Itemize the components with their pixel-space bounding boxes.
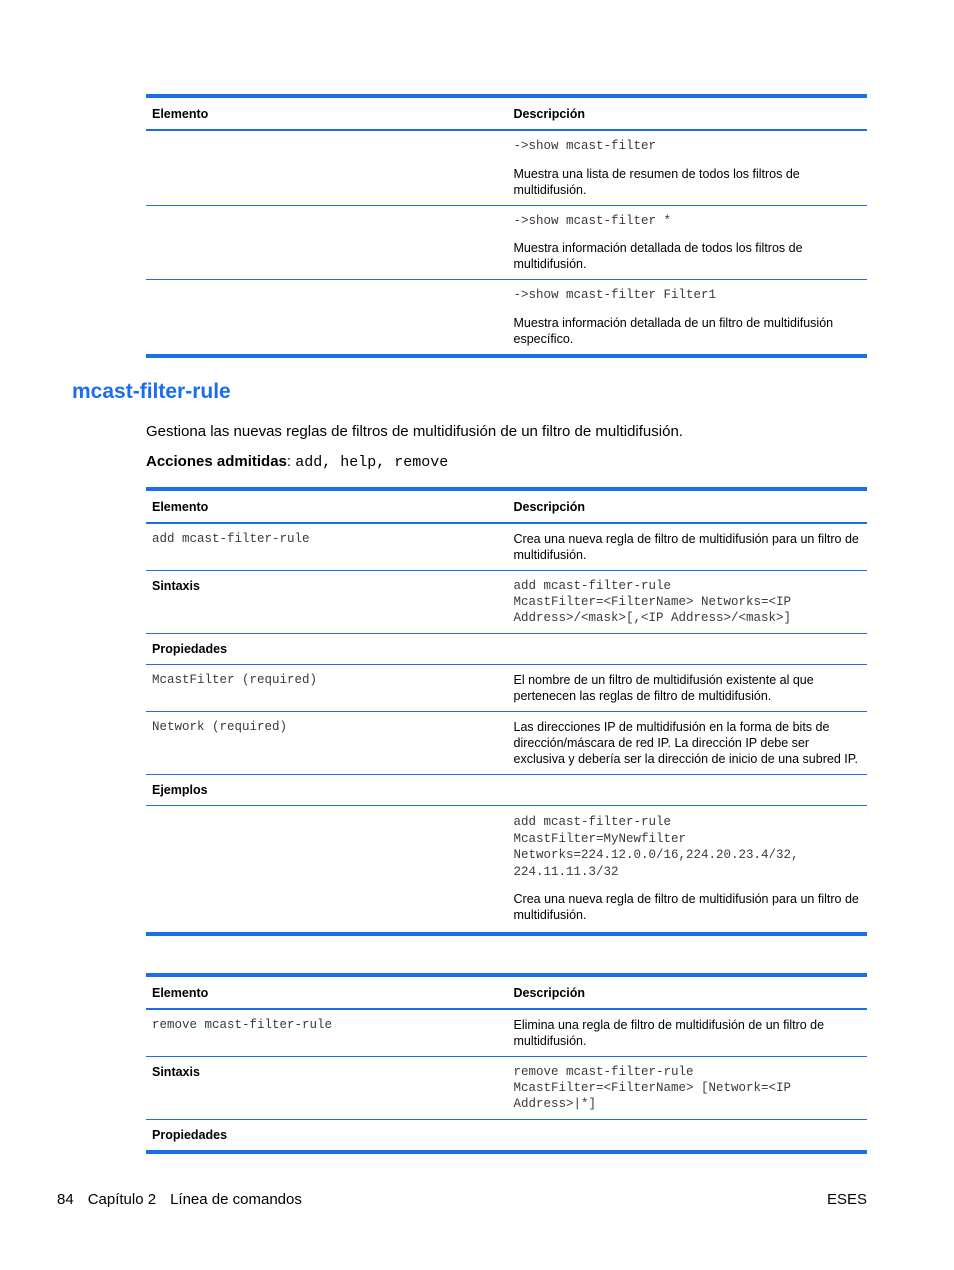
actions-separator: : — [286, 453, 296, 470]
add-rule-table — [146, 487, 867, 936]
property-description: El nombre de un filtro de multidifusión existente al que pertenecen las reglas de filtro de multidifusión. — [507, 665, 867, 712]
element-cell: remove mcast-filter-rule — [146, 1009, 507, 1057]
code-line: Address>|*] — [513, 1097, 597, 1111]
table-header-row — [146, 975, 867, 1009]
command-description: Muestra información detallada de todos los filtros de multidifusión. — [513, 241, 803, 271]
table-row — [146, 571, 867, 634]
table-row — [146, 775, 867, 806]
empty-cell — [146, 280, 507, 356]
section-title: mcast-filter-rule — [72, 380, 231, 403]
code-line: McastFilter=<FilterName> [Network=<IP — [513, 1081, 792, 1095]
empty-cell — [146, 806, 507, 935]
code-line: Address>/<mask>[,<IP Address>/<mask>] — [513, 611, 792, 625]
section-intro: Gestiona las nuevas reglas de filtros de multidifusión de un filtro de multidifusión. — [146, 423, 683, 440]
syntax-code — [507, 571, 867, 634]
code-line: Networks=224.12.0.0/16,224.20.23.4/32, — [513, 848, 799, 862]
property-name: Network (required) — [146, 712, 507, 775]
column-header-descripcion: Descripción — [507, 975, 867, 1009]
property-description: Las direcciones IP de multidifusión en la forma de bits de dirección/máscara de red IP. La dirección IP debe ser exclusiva y debería ser la dirección de inicio de una subred IP. — [507, 712, 867, 775]
examples-label: Ejemplos — [146, 775, 507, 806]
property-name: McastFilter (required) — [146, 665, 507, 712]
table-header-row — [146, 489, 867, 523]
code-line: 224.11.11.3/32 — [513, 864, 619, 879]
properties-label: Propiedades — [146, 1120, 507, 1153]
actions-label: Acciones admitidas — [146, 453, 287, 470]
code-line: McastFilter=MyNewfilter — [513, 831, 687, 846]
table-row — [146, 130, 867, 205]
example-cell — [507, 806, 867, 935]
command-description: Muestra una lista de resumen de todos los filtros de multidifusión. — [513, 166, 800, 197]
column-header-elemento: Elemento — [146, 489, 507, 523]
command-example: ->show mcast-filter — [513, 139, 657, 153]
chapter-label: Capítulo 2 — [87, 1191, 157, 1208]
table-row — [146, 1120, 867, 1153]
example-code — [514, 814, 862, 880]
syntax-label: Sintaxis — [146, 571, 507, 634]
table-row — [146, 280, 867, 356]
command-description: Muestra información detallada de un filtro de multidifusión específico. — [513, 315, 834, 346]
table-row — [146, 665, 867, 712]
empty-cell — [146, 130, 507, 205]
locale-code: ESES — [826, 1191, 867, 1208]
command-example: ->show mcast-filter * — [513, 213, 672, 228]
description-cell — [507, 280, 867, 356]
code-line: add mcast-filter-rule — [513, 579, 672, 593]
table-row — [146, 712, 867, 775]
page-number: 84 — [57, 1191, 74, 1208]
empty-cell — [507, 775, 867, 806]
description-cell — [507, 205, 867, 280]
description-cell: Crea una nueva regla de filtro de multidifusión para un filtro de multidifusión. — [507, 523, 867, 571]
element-cell: add mcast-filter-rule — [146, 523, 507, 571]
syntax-code — [507, 1057, 867, 1120]
empty-cell — [507, 634, 867, 665]
code-line: McastFilter=<FilterName> Networks=<IP — [513, 595, 792, 609]
show-examples-table — [146, 94, 867, 358]
table-row — [146, 1009, 867, 1057]
supported-actions — [146, 453, 448, 471]
column-header-elemento: Elemento — [146, 975, 507, 1009]
actions-codes: add, help, remove — [295, 454, 449, 471]
chapter-title: Línea de comandos — [170, 1191, 302, 1208]
description-cell: Elimina una regla de filtro de multidifusión de un filtro de multidifusión. — [507, 1009, 867, 1057]
table-row — [146, 1057, 867, 1120]
table-row — [146, 634, 867, 665]
table-row — [146, 205, 867, 280]
table-row — [146, 523, 867, 571]
code-line: remove mcast-filter-rule — [513, 1065, 694, 1079]
empty-cell — [507, 1120, 867, 1153]
page-footer-left — [57, 1191, 302, 1208]
table-row — [146, 806, 867, 935]
remove-rule-table — [146, 973, 867, 1154]
column-header-descripcion: Descripción — [507, 489, 867, 523]
example-description: Crea una nueva regla de filtro de multidifusión para un filtro de multidifusión. — [513, 892, 859, 922]
table-header-row — [146, 96, 867, 130]
empty-cell — [146, 205, 507, 280]
properties-label: Propiedades — [146, 634, 507, 665]
command-example: ->show mcast-filter Filter1 — [513, 288, 717, 302]
column-header-elemento: Elemento — [146, 96, 507, 130]
description-cell — [507, 130, 867, 205]
column-header-descripcion: Descripción — [507, 96, 867, 130]
syntax-label: Sintaxis — [146, 1057, 507, 1120]
code-line: add mcast-filter-rule — [513, 815, 672, 829]
